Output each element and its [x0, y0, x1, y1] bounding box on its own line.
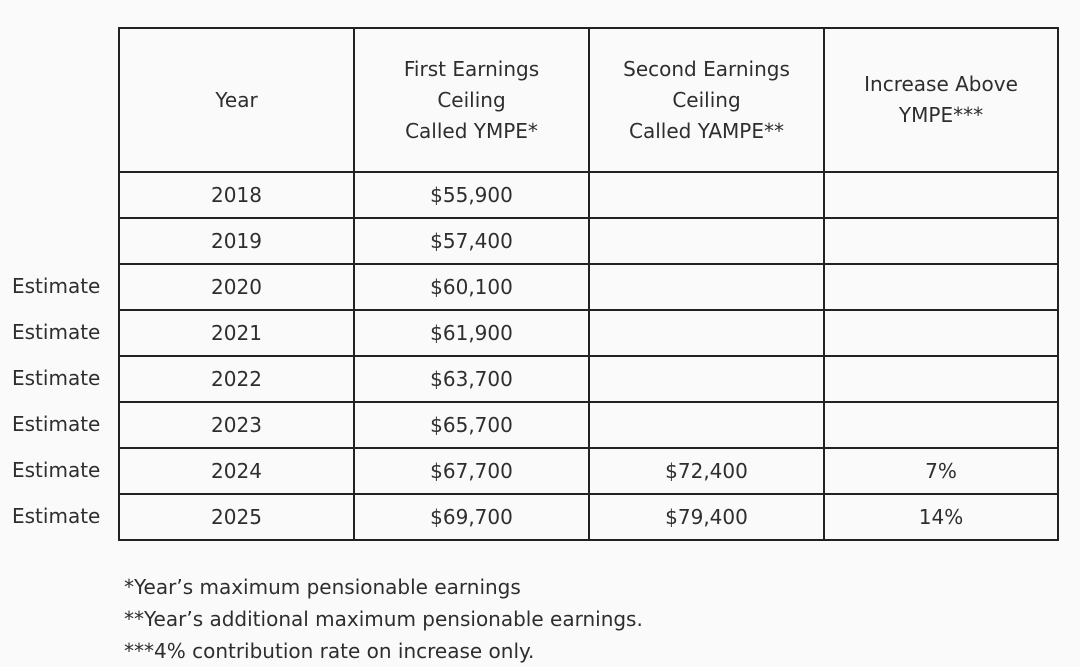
header-year: [119, 28, 354, 172]
increase-cell: 7%: [824, 448, 1058, 494]
yampe-cell: [589, 218, 824, 264]
row-label-estimate: Estimate: [12, 366, 101, 390]
ympe-cell: $57,400: [354, 218, 589, 264]
ympe-cell: $63,700: [354, 356, 589, 402]
table-row: [119, 494, 1058, 540]
increase-cell: [824, 310, 1058, 356]
header-text-line: Increase Above: [864, 72, 1018, 96]
table-row: [119, 356, 1058, 402]
table-row: [119, 310, 1058, 356]
header-text-line: Second Earnings: [623, 56, 790, 81]
increase-cell: [824, 264, 1058, 310]
year-cell: 2022: [119, 356, 354, 402]
year-cell: 2018: [119, 172, 354, 218]
header-text-line: Called YAMPE**: [629, 118, 784, 143]
earnings-ceiling-table: [118, 27, 1059, 541]
header-text-line: Called YMPE*: [405, 118, 538, 143]
yampe-cell: [589, 264, 824, 310]
year-cell: 2023: [119, 402, 354, 448]
row-label-estimate: Estimate: [12, 274, 101, 298]
yampe-cell: [589, 310, 824, 356]
ympe-cell: $69,700: [354, 494, 589, 540]
footnote: ***4% contribution rate on increase only.: [124, 639, 535, 663]
yampe-cell: [589, 172, 824, 218]
ympe-cell: $61,900: [354, 310, 589, 356]
table-row: [119, 264, 1058, 310]
yampe-cell: $79,400: [589, 494, 824, 540]
footnotes: [124, 571, 643, 667]
header-ympe: [354, 28, 589, 172]
yampe-cell: [589, 402, 824, 448]
year-cell: 2024: [119, 448, 354, 494]
ympe-cell: $55,900: [354, 172, 589, 218]
yampe-cell: [589, 356, 824, 402]
year-cell: 2025: [119, 494, 354, 540]
header-text-line: Ceiling: [437, 87, 506, 112]
yampe-cell: $72,400: [589, 448, 824, 494]
table-row: [119, 448, 1058, 494]
header-text-line: Year: [215, 87, 258, 112]
header-text-line: YMPE***: [898, 103, 984, 127]
year-cell: 2019: [119, 218, 354, 264]
ympe-cell: $65,700: [354, 402, 589, 448]
year-cell: 2021: [119, 310, 354, 356]
row-label-estimate: Estimate: [12, 458, 101, 482]
row-label-estimate: Estimate: [12, 412, 101, 436]
row-label-estimate: Estimate: [12, 504, 101, 528]
ympe-cell: $60,100: [354, 264, 589, 310]
table-row: [119, 172, 1058, 218]
header-increase: [824, 28, 1058, 172]
table-row: [119, 402, 1058, 448]
footnote: **Year’s additional maximum pensionable earnings.: [124, 607, 643, 631]
row-label-estimate: Estimate: [12, 320, 101, 344]
ympe-cell: $67,700: [354, 448, 589, 494]
increase-cell: [824, 172, 1058, 218]
table-body: [119, 172, 1058, 540]
increase-cell: [824, 218, 1058, 264]
header-text-line: First Earnings: [403, 56, 540, 81]
table-row: [119, 218, 1058, 264]
table-header-row: [119, 28, 1058, 172]
header-text-line: Ceiling: [672, 87, 741, 112]
increase-cell: [824, 402, 1058, 448]
year-cell: 2020: [119, 264, 354, 310]
header-yampe: [589, 28, 824, 172]
footnote: *Year’s maximum pensionable earnings: [124, 575, 521, 599]
increase-cell: 14%: [824, 494, 1058, 540]
increase-cell: [824, 356, 1058, 402]
